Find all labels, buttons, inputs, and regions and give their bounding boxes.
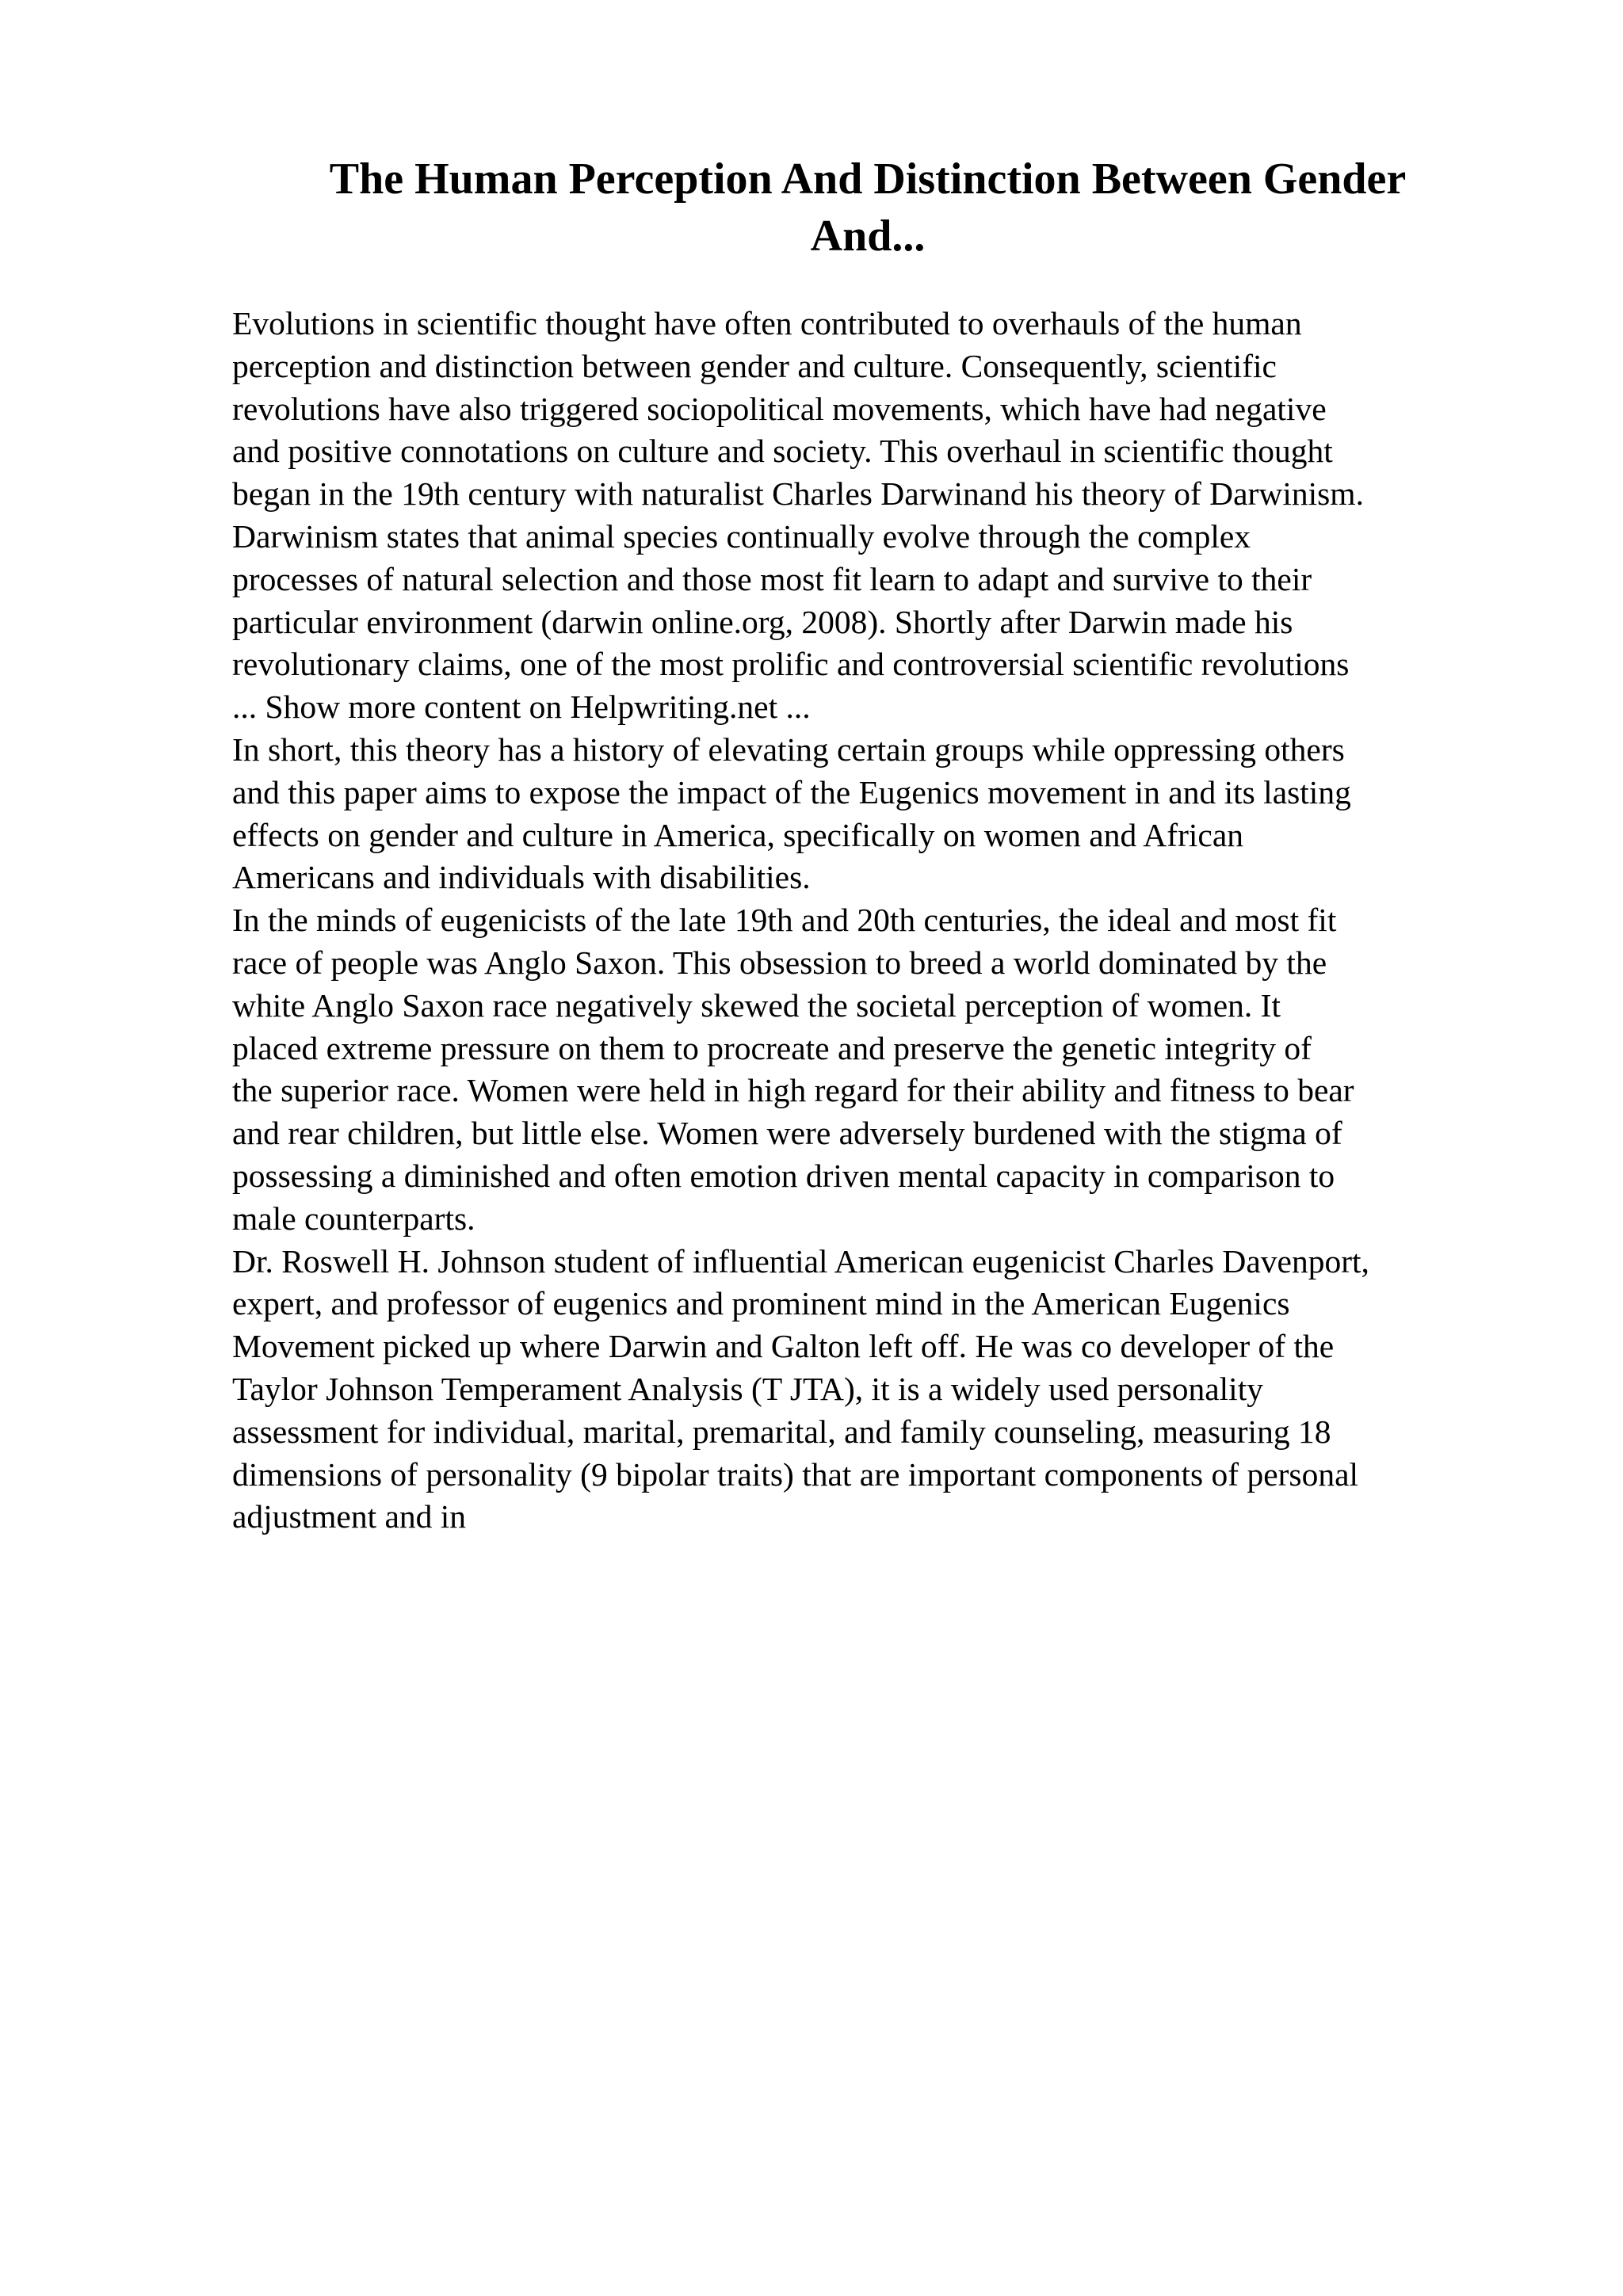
text-line: perception and distinction between gender and culture. Consequently, scientific — [232, 347, 1277, 384]
document-body — [232, 303, 1532, 1539]
text-line: particular environment (darwin online.org, 2008). Shortly after Darwin made his — [232, 603, 1293, 640]
text-line: and this paper aims to expose the impact of the Eugenics movement in and its lasting — [232, 773, 1351, 810]
text-line: and positive connotations on culture and society. This overhaul in scientific thought — [232, 433, 1333, 470]
text-line: effects on gender and culture in America, specifically on women and African — [232, 816, 1244, 853]
text-line: processes of natural selection and those most fit learn to adapt and survive to their — [232, 560, 1312, 597]
text-line: white Anglo Saxon race negatively skewed the societal perception of women. It — [232, 986, 1281, 1024]
text-line: race of people was Anglo Saxon. This obsession to breed a world dominated by the — [232, 944, 1327, 981]
text-line: Movement picked up where Darwin and Galton left off. He was co developer of the — [232, 1328, 1335, 1365]
text-line: In short, this theory has a history of elevating certain groups while oppressing others — [232, 730, 1345, 768]
text-line: placed extreme pressure on them to procreate and preserve the genetic integrity of — [232, 1029, 1312, 1066]
text-line: Americans and individuals with disabilities. — [232, 859, 811, 896]
text-line: and rear children, but little else. Women were adversely burdened with the stigma of — [232, 1115, 1342, 1152]
text-line: possessing a diminished and often emotion driven mental capacity in comparison to — [232, 1157, 1335, 1194]
text-line: Dr. Roswell H. Johnson student of influential American eugenicist Charles Davenport, — [232, 1242, 1369, 1280]
text-line: Evolutions in scientific thought have often contributed to overhauls of the human — [232, 305, 1302, 341]
text-line: the superior race. Women were held in high regard for their ability and fitness to bear — [232, 1072, 1354, 1109]
text-line: revolutions have also triggered sociopolitical movements, which have had negative — [232, 390, 1327, 427]
text-line: began in the 19th century with naturalist Charles Darwinand his theory of Darwinism. — [232, 475, 1364, 513]
text-line: revolutionary claims, one of the most prolific and controversial scientific revolutions — [232, 646, 1350, 683]
text-line: In the minds of eugenicists of the late 19th and 20th centuries, the ideal and most fit — [232, 902, 1337, 939]
text-line: dimensions of personality (9 bipolar traits) that are important components of personal — [232, 1455, 1359, 1493]
text-line: Darwinism states that animal species continually evolve through the complex — [232, 517, 1251, 555]
text-line: Taylor Johnson Temperament Analysis (T JTA), it is a widely used personality — [232, 1370, 1263, 1407]
paragraph — [232, 899, 1532, 1240]
title-line: And... — [810, 212, 926, 261]
text-line: adjustment and in — [232, 1498, 467, 1535]
show-more-line: ... Show more content on Helpwriting.net ... — [232, 688, 811, 726]
text-line: male counterparts. — [232, 1199, 475, 1237]
paragraph — [232, 1241, 1532, 1539]
paragraph — [232, 729, 1532, 899]
document-title — [230, 151, 1506, 265]
text-line: assessment for individual, marital, premarital, and family counseling, measuring 18 — [232, 1413, 1331, 1450]
title-line: The Human Perception And Distinction Between Gender — [329, 154, 1407, 204]
paragraph — [232, 303, 1532, 729]
text-line: expert, and professor of eugenics and prominent mind in the American Eugenics — [232, 1285, 1290, 1322]
